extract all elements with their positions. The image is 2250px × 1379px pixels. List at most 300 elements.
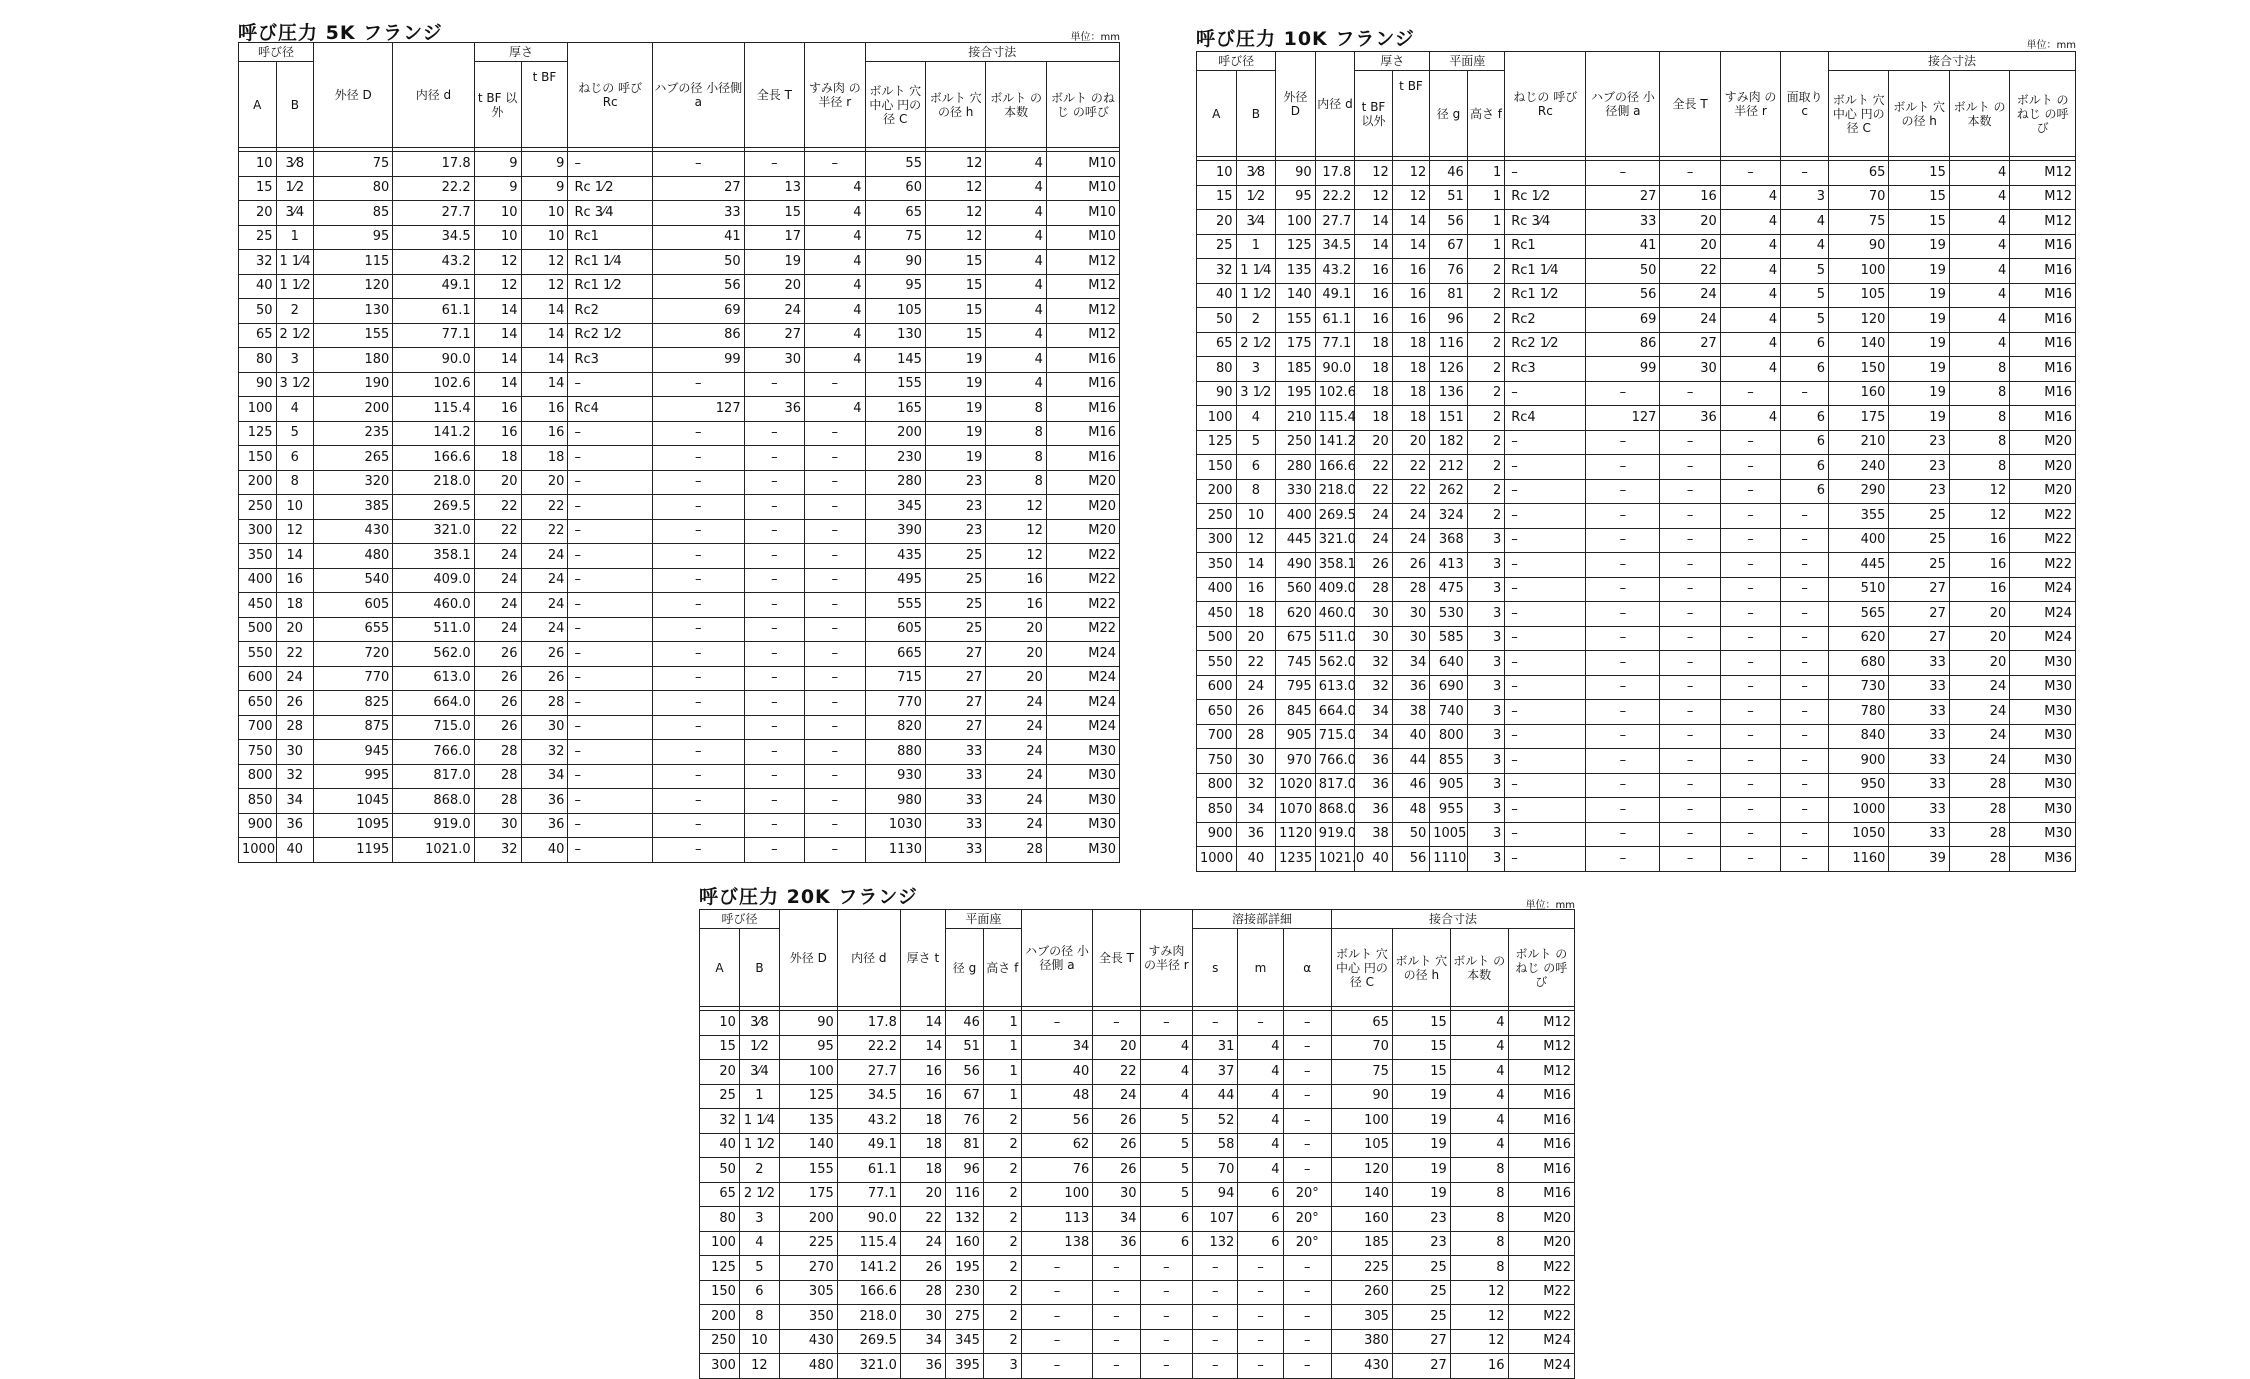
table-cell: – <box>1781 773 1829 798</box>
table-cell: 24 <box>474 617 521 642</box>
table-cell: 43.2 <box>1315 259 1355 284</box>
table-cell: 20 <box>239 201 277 226</box>
table-row <box>700 1158 1575 1183</box>
table-cell: 12 <box>925 176 985 201</box>
table-cell: M16 <box>1046 372 1119 397</box>
table-cell: 2 <box>1467 381 1505 406</box>
table-cell: 12 <box>1392 161 1430 186</box>
table-cell: 1⁄2 <box>276 176 314 201</box>
table-cell: 10 <box>276 495 314 520</box>
table-cell: 605 <box>865 617 925 642</box>
table-cell: 840 <box>1829 724 1889 749</box>
table-cell: 800 <box>239 764 277 789</box>
table-cell: 200 <box>314 397 393 422</box>
table-cell: 22 <box>521 519 568 544</box>
table-cell: 36 <box>521 813 568 838</box>
flange-20k-title: 呼び圧力 20K フランジ <box>699 886 918 908</box>
table-cell: – <box>1505 773 1586 798</box>
table-cell: M30 <box>1046 789 1119 814</box>
table-cell: 185 <box>1276 357 1316 382</box>
table-row <box>1197 234 2076 259</box>
table-cell: M16 <box>2010 283 2076 308</box>
table-cell: 76 <box>946 1109 984 1134</box>
table-cell: – <box>1586 675 1660 700</box>
table-cell: 14 <box>900 1011 945 1036</box>
table-cell: 185 <box>1331 1231 1392 1256</box>
table-cell: – <box>1720 455 1780 480</box>
table-cell: M16 <box>2010 234 2076 259</box>
table-cell: 3⁄4 <box>739 1060 779 1085</box>
table-cell: 945 <box>314 740 393 765</box>
table-cell: 230 <box>865 446 925 471</box>
table-cell: 995 <box>314 764 393 789</box>
table-cell: 20 <box>986 617 1046 642</box>
table-cell: Rc4 <box>1505 406 1586 431</box>
table-cell: 28 <box>1949 773 2009 798</box>
table-cell: – <box>652 740 744 765</box>
table-cell: M20 <box>1046 495 1119 520</box>
table-cell: 155 <box>779 1158 837 1183</box>
table-cell: – <box>568 789 652 814</box>
table-cell: 8 <box>1949 381 2009 406</box>
table-cell: 1160 <box>1829 847 1889 872</box>
table-cell: 17.8 <box>393 152 474 177</box>
table-cell: 16 <box>521 421 568 446</box>
table-cell: 5 <box>1236 430 1276 455</box>
table-cell: 12 <box>986 519 1046 544</box>
table-cell: 56 <box>1021 1109 1093 1134</box>
table-cell: M10 <box>1046 201 1119 226</box>
table-cell: 126 <box>1430 357 1467 382</box>
table-cell: 70 <box>1193 1158 1238 1183</box>
table-cell: 50 <box>1586 259 1660 284</box>
hdr-chamfer: 面取り c <box>1781 52 1829 157</box>
table-cell: 20 <box>1093 1035 1140 1060</box>
table-cell: 17.8 <box>1315 161 1355 186</box>
table-cell: 69 <box>1586 308 1660 333</box>
table-cell: 175 <box>1276 332 1316 357</box>
table-cell: 613.0 <box>393 666 474 691</box>
table-cell: 20 <box>1949 602 2009 627</box>
table-cell: – <box>568 593 652 618</box>
table-cell: 36 <box>1236 822 1276 847</box>
hdr-weld-s: s <box>1193 929 1238 1007</box>
table-cell: – <box>1283 1256 1331 1281</box>
table-cell: 1110 <box>1430 847 1467 872</box>
table-cell: Rc3 <box>568 348 652 373</box>
table-cell: Rc 1⁄2 <box>1505 185 1586 210</box>
table-cell: M20 <box>2010 430 2076 455</box>
table-cell: – <box>1586 455 1660 480</box>
table-cell: – <box>1238 1011 1283 1036</box>
table-cell: 2 <box>1236 308 1276 333</box>
table-cell: 56 <box>652 274 744 299</box>
table-cell: 321.0 <box>837 1354 900 1379</box>
table-cell: 900 <box>1197 822 1237 847</box>
table-cell: 32 <box>700 1109 740 1134</box>
table-cell: 10 <box>521 225 568 250</box>
table-cell: – <box>744 666 804 691</box>
table-cell: 409.0 <box>393 568 474 593</box>
table-row <box>239 225 1120 250</box>
table-cell: – <box>652 421 744 446</box>
table-row <box>239 201 1120 226</box>
table-row <box>1197 822 2076 847</box>
table-cell: 16 <box>1392 308 1430 333</box>
table-cell: 90 <box>779 1011 837 1036</box>
table-cell: 4 <box>1720 210 1780 235</box>
table-cell: 115.4 <box>837 1231 900 1256</box>
table-cell: 413 <box>1430 553 1467 578</box>
table-cell: 14 <box>474 323 521 348</box>
table-cell: M22 <box>1508 1280 1574 1305</box>
table-cell: 81 <box>946 1133 984 1158</box>
table-cell: 3⁄4 <box>1236 210 1276 235</box>
table-cell: 150 <box>1829 357 1889 382</box>
table-cell: 3 <box>1467 528 1505 553</box>
table-cell: – <box>652 764 744 789</box>
table-cell: 28 <box>521 691 568 716</box>
table-cell: 4 <box>1140 1060 1193 1085</box>
table-cell: – <box>805 421 865 446</box>
table-cell: M16 <box>1046 397 1119 422</box>
table-cell: 2 1⁄2 <box>276 323 314 348</box>
table-cell: 2 <box>983 1158 1021 1183</box>
table-cell: – <box>1781 651 1829 676</box>
table-cell: 1235 <box>1276 847 1316 872</box>
table-cell: – <box>1781 675 1829 700</box>
table-cell: 664.0 <box>1315 700 1355 725</box>
table-cell: – <box>1720 161 1780 186</box>
table-cell: 700 <box>239 715 277 740</box>
table-cell: 225 <box>1331 1256 1392 1281</box>
table-cell: 19 <box>1889 259 1949 284</box>
table-row <box>239 250 1120 275</box>
table-cell: 27 <box>1660 332 1720 357</box>
table-cell: 3 <box>1781 185 1829 210</box>
table-cell: – <box>652 838 744 863</box>
table-cell: 50 <box>652 250 744 275</box>
table-cell: 4 <box>1140 1084 1193 1109</box>
table-cell: 4 <box>1450 1035 1508 1060</box>
table-cell: 4 <box>1450 1109 1508 1134</box>
table-cell: 33 <box>925 789 985 814</box>
table-row <box>1197 626 2076 651</box>
table-cell: 24 <box>1949 700 2009 725</box>
table-cell: 4 <box>1949 161 2009 186</box>
hdr-b: B <box>276 62 314 148</box>
table-cell: – <box>1505 626 1586 651</box>
table-cell: 40 <box>239 274 277 299</box>
table-cell: – <box>1660 430 1720 455</box>
table-cell: 140 <box>1276 283 1316 308</box>
table-cell: 766.0 <box>1315 749 1355 774</box>
table-cell: 16 <box>1236 577 1276 602</box>
table-cell: 1 1⁄4 <box>1236 259 1276 284</box>
table-cell: – <box>1238 1280 1283 1305</box>
table-cell: 270 <box>779 1256 837 1281</box>
table-cell: 855 <box>1430 749 1467 774</box>
table-cell: 430 <box>1331 1354 1392 1379</box>
table-cell: 41 <box>652 225 744 250</box>
table-cell: 125 <box>239 421 277 446</box>
table-row <box>1197 504 2076 529</box>
table-cell: 22.2 <box>393 176 474 201</box>
table-cell: M22 <box>2010 553 2076 578</box>
table-cell: – <box>744 446 804 471</box>
table-cell: 96 <box>1430 308 1467 333</box>
table-cell: – <box>1021 1011 1093 1036</box>
table-cell: – <box>652 446 744 471</box>
hdr-a: A <box>1197 71 1237 157</box>
table-cell: 33 <box>1889 675 1949 700</box>
table-row <box>239 568 1120 593</box>
table-cell: 86 <box>1586 332 1660 357</box>
table-cell: 1070 <box>1276 798 1316 823</box>
table-cell: – <box>744 789 804 814</box>
table-cell: – <box>1781 577 1829 602</box>
table-cell: 5 <box>1140 1133 1193 1158</box>
table-row <box>239 152 1120 177</box>
table-cell: 1⁄2 <box>739 1035 779 1060</box>
table-cell: 4 <box>986 152 1046 177</box>
table-cell: 9 <box>474 152 521 177</box>
table-cell: 49.1 <box>837 1133 900 1158</box>
table-cell: 130 <box>314 299 393 324</box>
table-cell: 65 <box>239 323 277 348</box>
hdr-bolt-count: ボルト の本数 <box>986 62 1046 148</box>
table-cell: 4 <box>1238 1158 1283 1183</box>
table-cell: 4 <box>739 1231 779 1256</box>
table-cell: 730 <box>1829 675 1889 700</box>
table-cell: 75 <box>1829 210 1889 235</box>
table-cell: 825 <box>314 691 393 716</box>
table-cell: 30 <box>1355 602 1392 627</box>
table-cell: Rc1 1⁄2 <box>1505 283 1586 308</box>
table-row <box>700 1060 1575 1085</box>
table-cell: 24 <box>744 299 804 324</box>
table-cell: M12 <box>1046 323 1119 348</box>
table-cell: 20 <box>1355 430 1392 455</box>
table-cell: 100 <box>239 397 277 422</box>
table-cell: 4 <box>1720 308 1780 333</box>
table-cell: 3 <box>739 1207 779 1232</box>
table-cell: Rc 3⁄4 <box>568 201 652 226</box>
table-cell: 28 <box>1949 847 2009 872</box>
table-cell: 20 <box>1197 210 1237 235</box>
table-cell: 34 <box>1093 1207 1140 1232</box>
table-cell: 25 <box>1889 528 1949 553</box>
table-cell: 50 <box>700 1158 740 1183</box>
table-cell: 115 <box>314 250 393 275</box>
table-cell: 16 <box>1355 259 1392 284</box>
table-cell: 19 <box>1889 332 1949 357</box>
table-cell: – <box>1720 651 1780 676</box>
table-cell: 218.0 <box>1315 479 1355 504</box>
table-cell: 90 <box>1829 234 1889 259</box>
table-cell: 24 <box>1236 675 1276 700</box>
table-row <box>700 1109 1575 1134</box>
table-cell: 40 <box>1197 283 1237 308</box>
table-cell: – <box>1193 1280 1238 1305</box>
table-cell: 155 <box>314 323 393 348</box>
table-cell: – <box>1781 602 1829 627</box>
table-cell: 22.2 <box>1315 185 1355 210</box>
table-cell: 3 <box>1467 651 1505 676</box>
table-cell: 16 <box>1660 185 1720 210</box>
table-cell: 16 <box>986 568 1046 593</box>
table-cell: 15 <box>744 201 804 226</box>
table-cell: – <box>1660 700 1720 725</box>
table-cell: M16 <box>1508 1158 1574 1183</box>
table-cell: 225 <box>779 1231 837 1256</box>
table-cell: – <box>805 152 865 177</box>
table-cell: 32 <box>474 838 521 863</box>
table-cell: 132 <box>946 1207 984 1232</box>
table-cell: 49.1 <box>1315 283 1355 308</box>
table-row <box>239 470 1120 495</box>
table-cell: – <box>1586 651 1660 676</box>
table-cell: 4 <box>805 225 865 250</box>
table-cell: 67 <box>1430 234 1467 259</box>
table-cell: 780 <box>1829 700 1889 725</box>
table-cell: 22 <box>474 495 521 520</box>
table-cell: 52 <box>1193 1109 1238 1134</box>
table-cell: 130 <box>865 323 925 348</box>
table-cell: 6 <box>1781 357 1829 382</box>
table-cell: 26 <box>276 691 314 716</box>
table-cell: – <box>1781 749 1829 774</box>
table-cell: – <box>805 446 865 471</box>
table-cell: 30 <box>1392 602 1430 627</box>
table-cell: – <box>1781 847 1829 872</box>
table-cell: 105 <box>1331 1133 1392 1158</box>
table-cell: 15 <box>1392 1035 1450 1060</box>
table-cell: – <box>1720 602 1780 627</box>
table-cell: 919.0 <box>1315 822 1355 847</box>
table-cell: M16 <box>2010 308 2076 333</box>
table-cell: 120 <box>1829 308 1889 333</box>
table-cell: – <box>1238 1354 1283 1379</box>
table-cell: 27 <box>1392 1329 1450 1354</box>
table-cell: 136 <box>1430 381 1467 406</box>
table-cell: 14 <box>1355 234 1392 259</box>
hdr-bolt-circle: ボルト 穴中心 円の径 C <box>1331 929 1392 1007</box>
table-cell: 250 <box>700 1329 740 1354</box>
table-row <box>1197 381 2076 406</box>
table-cell: 65 <box>1197 332 1237 357</box>
table-cell: Rc1 1⁄4 <box>1505 259 1586 284</box>
table-cell: 39 <box>1889 847 1949 872</box>
table-cell: 665 <box>865 642 925 667</box>
table-cell: 4 <box>986 225 1046 250</box>
table-cell: 22 <box>1660 259 1720 284</box>
table-cell: – <box>1720 528 1780 553</box>
hdr-thickness: 厚さ <box>474 43 568 62</box>
table-row <box>239 715 1120 740</box>
table-cell: 250 <box>239 495 277 520</box>
table-cell: 395 <box>946 1354 984 1379</box>
table-cell: M16 <box>2010 259 2076 284</box>
table-cell: 8 <box>1949 406 2009 431</box>
table-cell: 4 <box>1781 210 1829 235</box>
table-row <box>239 274 1120 299</box>
table-cell: 70 <box>1829 185 1889 210</box>
table-cell: 4 <box>1450 1011 1508 1036</box>
table-cell: 38 <box>1355 822 1392 847</box>
table-cell: – <box>568 838 652 863</box>
table-cell: 13 <box>744 176 804 201</box>
table-cell: 30 <box>1093 1182 1140 1207</box>
table-cell: 15 <box>1889 210 1949 235</box>
table-cell: – <box>1660 161 1720 186</box>
table-cell: 6 <box>1140 1231 1193 1256</box>
table-cell: 490 <box>1276 553 1316 578</box>
table-row <box>239 176 1120 201</box>
hdr-radius: すみ肉 の半径 r <box>805 43 865 148</box>
table-cell: 850 <box>1197 798 1237 823</box>
table-cell: 585 <box>1430 626 1467 651</box>
table-cell: 269.5 <box>837 1329 900 1354</box>
table-cell: – <box>744 838 804 863</box>
table-cell: M30 <box>2010 798 2076 823</box>
table-cell: 4 <box>805 323 865 348</box>
table-cell: 94 <box>1193 1182 1238 1207</box>
table-cell: 4 <box>1720 406 1780 431</box>
table-cell: 20° <box>1283 1207 1331 1232</box>
table-cell: 27 <box>925 666 985 691</box>
table-cell: 235 <box>314 421 393 446</box>
table-cell: 33 <box>1889 822 1949 847</box>
table-cell: 75 <box>314 152 393 177</box>
table-cell: 1000 <box>239 838 277 863</box>
table-cell: 20 <box>474 470 521 495</box>
table-cell: 12 <box>521 274 568 299</box>
table-cell: 180 <box>314 348 393 373</box>
table-cell: 3 <box>1467 553 1505 578</box>
table-row <box>700 1256 1575 1281</box>
table-cell: 18 <box>900 1109 945 1134</box>
table-cell: – <box>1720 700 1780 725</box>
table-cell: 12 <box>1355 161 1392 186</box>
table-cell: 105 <box>865 299 925 324</box>
table-row <box>700 1354 1575 1379</box>
table-cell: 750 <box>1197 749 1237 774</box>
table-cell: 27 <box>1889 626 1949 651</box>
table-cell: 3 <box>1467 602 1505 627</box>
table-cell: 28 <box>474 789 521 814</box>
table-cell: 16 <box>1450 1354 1508 1379</box>
hdr-radius: すみ肉 の半径 r <box>1720 52 1780 157</box>
table-cell: 1005 <box>1430 822 1467 847</box>
table-cell: M24 <box>1508 1329 1574 1354</box>
table-cell: 33 <box>925 764 985 789</box>
flange-10k-table <box>1196 51 2076 872</box>
table-cell: 850 <box>239 789 277 814</box>
hdr-weld-alpha: α <box>1283 929 1331 1007</box>
table-row <box>239 446 1120 471</box>
table-cell: 120 <box>314 274 393 299</box>
table-cell: – <box>1720 798 1780 823</box>
table-cell: 795 <box>1276 675 1316 700</box>
table-cell: 2 <box>983 1305 1021 1330</box>
table-cell: 1000 <box>1829 798 1889 823</box>
table-cell: 22 <box>276 642 314 667</box>
table-cell: 2 <box>1467 357 1505 382</box>
table-cell: 10 <box>239 152 277 177</box>
hdr-thread: ねじの 呼び Rc <box>568 43 652 148</box>
table-cell: M30 <box>2010 724 2076 749</box>
